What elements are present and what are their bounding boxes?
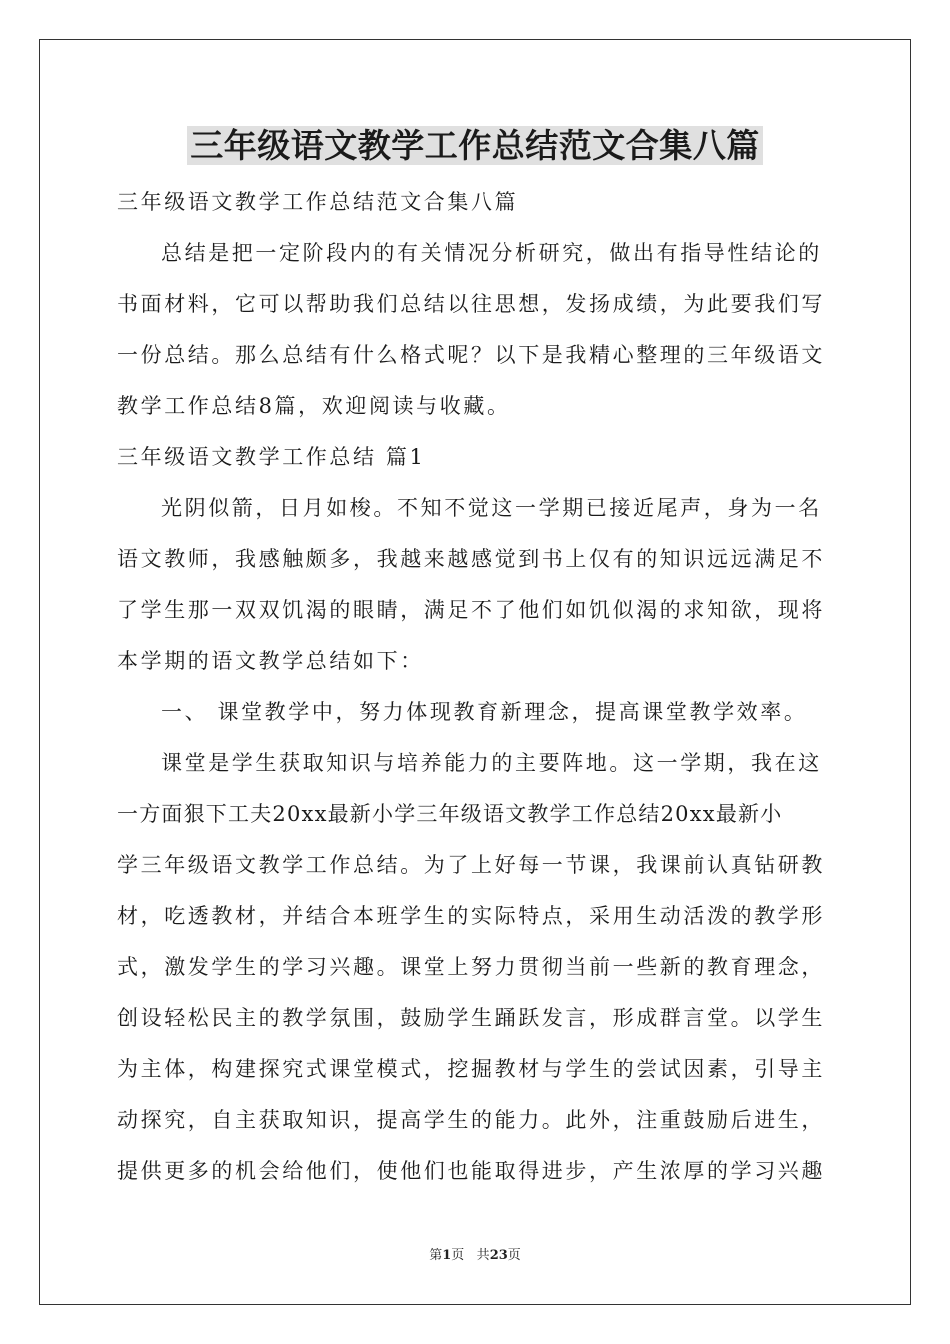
text-line: 语文教师，我感触颇多，我越来越感觉到书上仅有的知识远远满足不	[117, 547, 825, 571]
page-total-count: 23	[489, 1248, 508, 1263]
text-line: 本学期的语文教学总结如下：	[117, 649, 424, 673]
text-line: 提供更多的机会给他们，使他们也能取得进步，产生浓厚的学习兴趣	[117, 1159, 825, 1183]
text-line: 课堂是学生获取知识与培养能力的主要阵地。这一学期，我在这	[161, 751, 822, 775]
text-line: 一方面狠下工夫20xx最新小学三年级语文教学工作总结20xx最新小	[117, 802, 783, 826]
text-line: 三年级语文教学工作总结 篇1	[117, 445, 426, 469]
page-number-current: 1	[442, 1248, 452, 1263]
page-total-prefix: 共	[476, 1248, 490, 1263]
text-line: 了学生那一双双饥渴的眼睛，满足不了他们如饥似渴的求知欲，现将	[117, 598, 825, 622]
page-footer	[0, 1246, 950, 1266]
page-total-suffix: 页	[507, 1248, 521, 1263]
page-number-prefix: 第	[429, 1248, 443, 1263]
text-line: 一份总结。那么总结有什么格式呢？以下是我精心整理的三年级语文	[117, 343, 825, 367]
text-line: 光阴似箭，日月如梭。不知不觉这一学期已接近尾声，身为一名	[161, 496, 822, 520]
text-line: 教学工作总结8篇，欢迎阅读与收藏。	[117, 394, 511, 418]
text-line: 式，激发学生的学习兴趣。课堂上努力贯彻当前一些新的教育理念，	[117, 955, 825, 979]
document-body	[117, 177, 833, 1197]
text-line: 创设轻松民主的教学氛围，鼓励学生踊跃发言，形成群言堂。以学生	[117, 1006, 825, 1030]
text-line: 动探究，自主获取知识，提高学生的能力。此外，注重鼓励后进生，	[117, 1108, 825, 1132]
text-line: 书面材料，它可以帮助我们总结以往思想，发扬成绩，为此要我们写	[117, 292, 825, 316]
text-line: 为主体，构建探究式课堂模式，挖掘教材与学生的尝试因素，引导主	[117, 1057, 825, 1081]
text-line: 材，吃透教材，并结合本班学生的实际特点，采用生动活泼的教学形	[117, 904, 825, 928]
text-line: 三年级语文教学工作总结范文合集八篇	[117, 190, 519, 214]
text-line: 总结是把一定阶段内的有关情况分析研究，做出有指导性结论的	[161, 241, 822, 265]
document-title	[0, 122, 950, 170]
text-line: 学三年级语文教学工作总结。为了上好每一节课，我课前认真钻研教	[117, 853, 825, 877]
text-line: 一、 课堂教学中，努力体现教育新理念，提高课堂教学效率。	[161, 700, 808, 724]
page-number-suffix: 页	[451, 1248, 465, 1263]
document-title-text: 三年级语文教学工作总结范文合集八篇	[187, 126, 763, 165]
